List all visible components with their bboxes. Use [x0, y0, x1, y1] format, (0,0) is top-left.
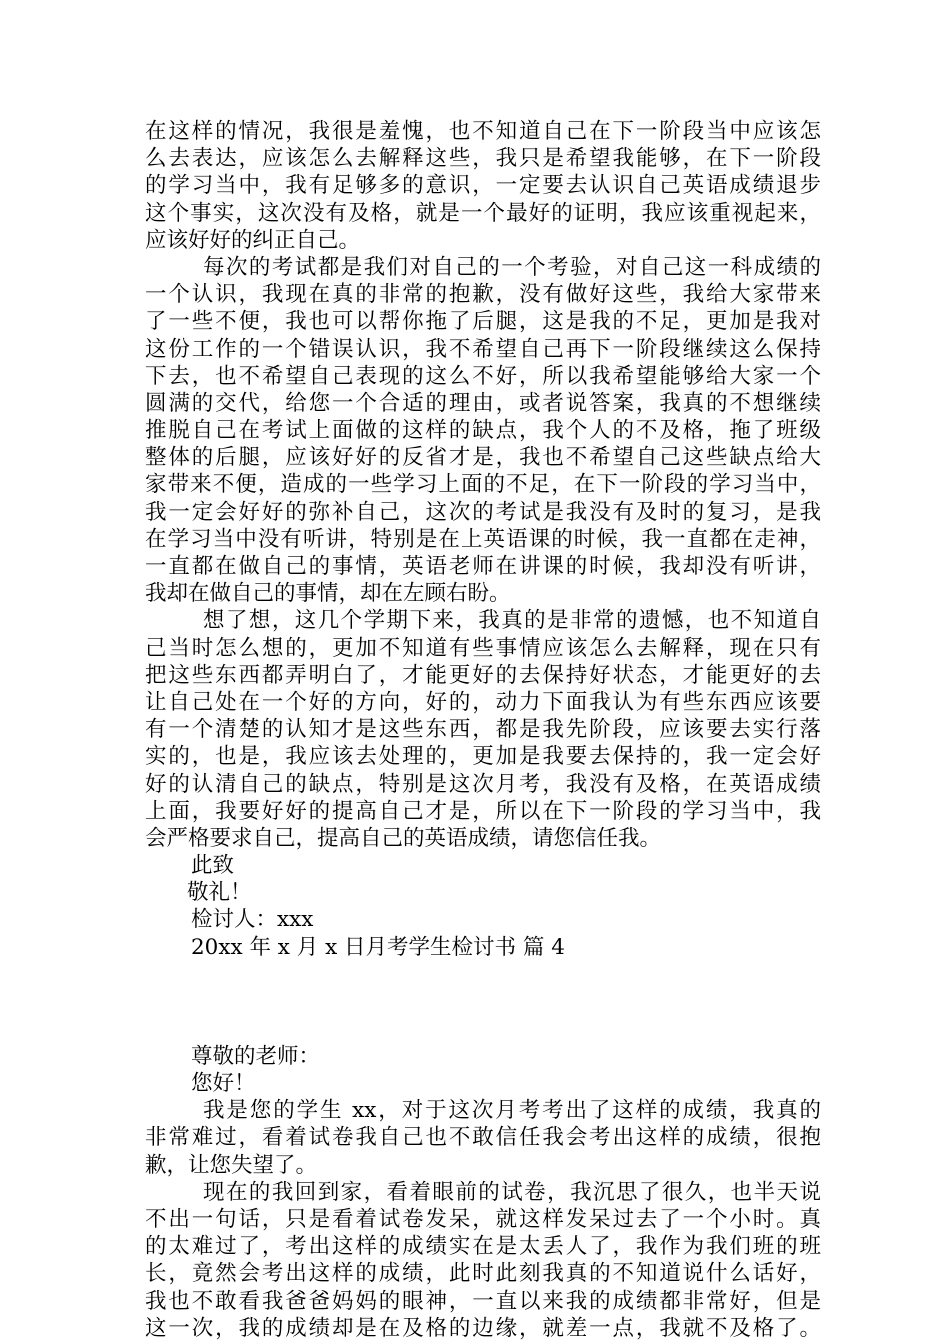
section-gap — [145, 961, 821, 1043]
text-line: 这一次，我的成绩却是在及格的边缘，就差一点，我就不及格了。 — [145, 1315, 821, 1341]
text-line: 整体的后腿，应该好好的反省才是，我也不希望自己这些缺点给大 — [145, 445, 821, 471]
text-line: 在学习当中没有听讲，特别是在上英语课的时候，我一直都在走神， — [145, 526, 821, 552]
text-line: 这份工作的一个错误认识，我不希望自己再下一阶段继续这么保持 — [145, 336, 821, 362]
text-line: 让自己处在一个好的方向，好的，动力下面我认为有些东西应该要 — [145, 689, 821, 715]
paragraph-start-line: 我是您的学生 xx，对于这次月考考出了这样的成绩，我真的 — [203, 1098, 821, 1124]
text-line: 的学习当中，我有足够多的意识，一定要去认识自己英语成绩退步 — [145, 173, 821, 199]
text-line: 非常难过，看着试卷我自己也不敢信任我会考出这样的成绩，很抱 — [145, 1125, 821, 1151]
text-line: 己当时怎么想的，更加不知道有些事情应该怎么去解释，现在只有 — [145, 635, 821, 661]
text-line: 长，竟然会考出这样的成绩，此时此刻我真的不知道说什么话好， — [145, 1261, 821, 1287]
text-line: 歉，让您失望了。 — [145, 1152, 318, 1178]
salutation: 尊敬的老师： — [191, 1043, 321, 1069]
text-line: 我也不敢看我爸爸妈妈的眼神，一直以来我的成绩都非常好，但是 — [145, 1288, 821, 1314]
text-line: 了一些不便，我也可以帮你拖了后腿，这是我的不足，更加是我对 — [145, 309, 821, 335]
text-line: 会严格要求自己，提高自己的英语成绩，请您信任我。 — [145, 825, 662, 851]
section-heading: 20xx 年 x 月 x 日月考学生检讨书 篇 4 — [191, 934, 565, 960]
document-page — [145, 118, 821, 1342]
text-line: 么去表达，应该怎么去解释这些，我只是希望我能够，在下一阶段 — [145, 146, 821, 172]
paragraph-start-line: 每次的考试都是我们对自己的一个考验，对自己这一科成绩的 — [203, 254, 821, 280]
text-line: 不出一句话，只是看着试卷发呆，就这样发呆过去了一个小时。真 — [145, 1206, 821, 1232]
text-line: 应该好好的纠正自己。 — [145, 227, 361, 253]
text-line: 好的认清自己的缺点，特别是这次月考，我没有及格，在英语成绩 — [145, 771, 821, 797]
text-line: 我一定会好好的弥补自己，这次的考试是我没有及时的复习，是我 — [145, 499, 821, 525]
text-line: 一直都在做自己的事情，英语老师在讲课的时候，我却没有听讲， — [145, 554, 821, 579]
text-line: 这个事实，这次没有及格，就是一个最好的证明，我应该重视起来， — [145, 200, 821, 226]
text-line: 上面，我要好好的提高自己才是，所以在下一阶段的学习当中，我 — [145, 798, 821, 824]
text-line: 推脱自己在考试上面做的这样的缺点，我个人的不及格，拖了班级 — [145, 418, 821, 444]
text-line: 把这些东西都弄明白了，才能更好的去保持好状态，才能更好的去 — [145, 662, 821, 688]
text-line: 圆满的交代，给您一个合适的理由，或者说答案，我真的不想继续 — [145, 390, 821, 416]
text-line: 在这样的情况，我很是羞愧，也不知道自己在下一阶段当中应该怎 — [145, 119, 821, 144]
text-line: 实的，也是，我应该去处理的，更加是我要去保持的，我一定会好 — [145, 744, 821, 770]
text-line: 我却在做自己的事情，却在左顾右盼。 — [145, 581, 511, 607]
signature-line: 检讨人：xxx — [191, 907, 314, 933]
closing-cizhi: 此致 — [191, 853, 235, 879]
text-line: 家带来不便，造成的一些学习上面的不足，在下一阶段的学习当中， — [145, 472, 821, 498]
paragraph-start-line: 现在的我回到家，看着眼前的试卷，我沉思了很久，也半天说 — [203, 1179, 821, 1205]
greeting: 您好！ — [191, 1071, 256, 1096]
text-line: 的太难过了，考出这样的成绩实在是太丢人了，我作为我们班的班 — [145, 1234, 821, 1260]
text-line: 下去，也不希望自己表现的这么不好，所以我希望能够给大家一个 — [145, 363, 821, 389]
text-line: 一个认识，我现在真的非常的抱歉，没有做好这些，我给大家带来 — [145, 282, 821, 308]
paragraph-start-line: 想了想，这几个学期下来，我真的是非常的遗憾，也不知道自 — [203, 608, 821, 634]
text-line: 有一个清楚的认知才是这些东西，都是我先阶段，应该要去实行落 — [145, 717, 821, 743]
closing-jingli: 敬礼！ — [187, 880, 252, 906]
